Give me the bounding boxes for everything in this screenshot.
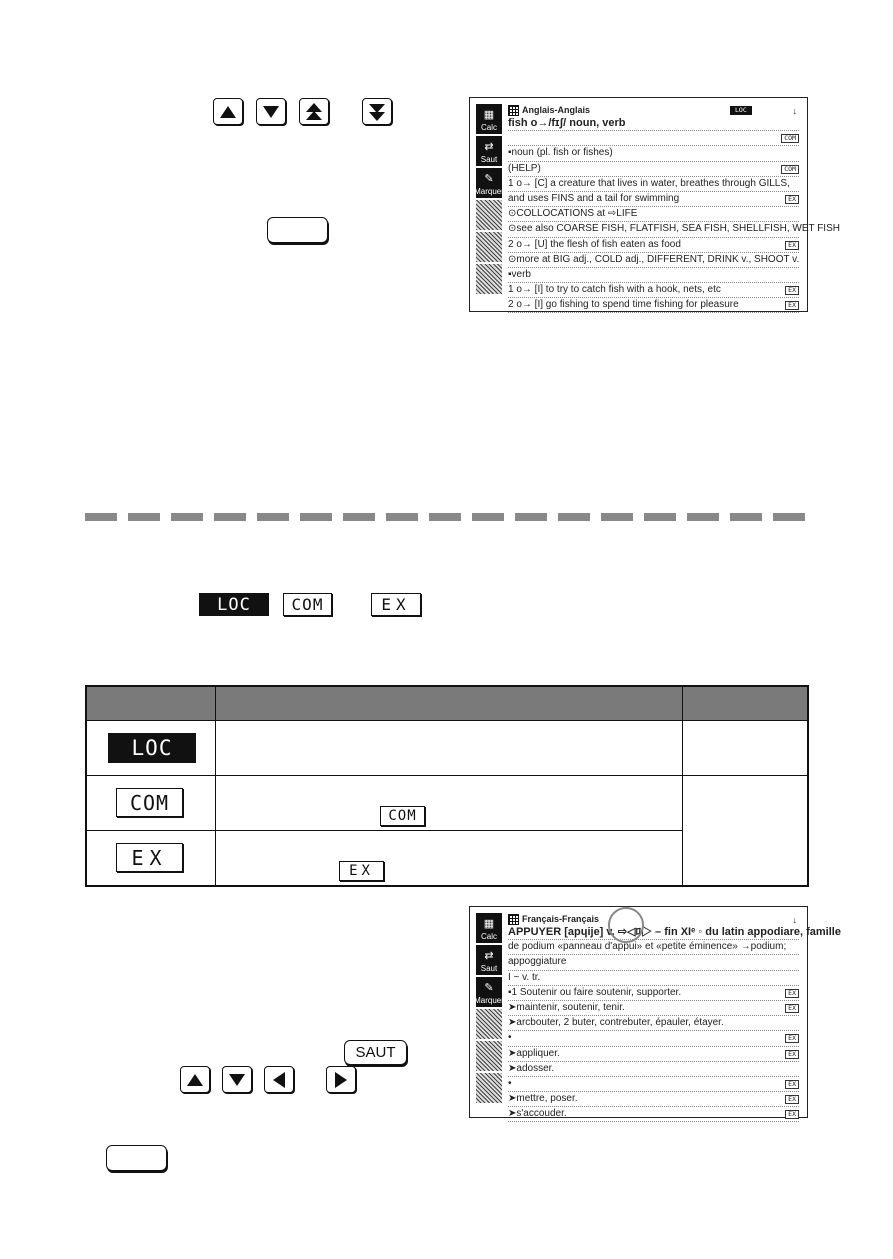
entry-line [508, 268, 799, 283]
scroll-down-icon: ↓ [792, 106, 797, 116]
screen-content [508, 104, 840, 311]
calculator-icon: ▦ [483, 109, 495, 121]
entry-line-text: ▪verb [508, 268, 531, 280]
entry-mark: EX [785, 1110, 799, 1119]
entry-line-text: • [508, 1032, 512, 1044]
entry-line-text: ➤mettre, poser. [508, 1093, 578, 1105]
dictionary-screen-english [469, 97, 840, 312]
entry-line-text: • [508, 1077, 512, 1089]
screen-content [508, 913, 841, 1120]
table-row [86, 776, 808, 831]
entry-line [508, 1077, 799, 1092]
table-cell-mark [86, 776, 216, 831]
right-key [326, 1066, 356, 1093]
table-header-cell [86, 686, 216, 721]
entry-line [508, 192, 799, 207]
double-down-arrow-icon [368, 102, 386, 122]
entry-line [508, 1047, 799, 1062]
screen-title-text: Anglais-Anglais [522, 104, 591, 115]
sidebar-saut-label: Saut [480, 964, 498, 973]
entry-line-text: ➤s'accouder. [508, 1108, 567, 1120]
sidebar-calc [476, 104, 502, 134]
sidebar-calc-label: Calc [480, 932, 497, 941]
sidebar-saut-label: Saut [480, 155, 498, 164]
up-key [213, 98, 243, 125]
entry-mark: EX [785, 989, 799, 998]
entry-mark: EX [785, 1034, 799, 1043]
entry-line-text: 2 o→ [U] the flesh of fish eaten as food [508, 238, 681, 250]
sidebar-blank [476, 1073, 502, 1103]
entry-line [508, 971, 799, 986]
left-key [264, 1066, 294, 1093]
loc-mark: LOC [199, 593, 269, 616]
entry-line [508, 238, 799, 253]
left-arrow-icon [272, 1071, 286, 1089]
down-key [222, 1066, 252, 1093]
jump-icon: ⇄ [484, 141, 494, 153]
table-cell-desc [216, 721, 683, 776]
table-cell-note [683, 776, 809, 886]
com-mark: COM [116, 788, 183, 817]
right-arrow-icon [334, 1071, 348, 1089]
entry-line [508, 146, 799, 161]
entry-mark: COM [781, 165, 799, 174]
sidebar-blank [476, 1009, 502, 1039]
entry-line [508, 1062, 799, 1077]
up-arrow-icon [219, 105, 237, 119]
entry-line [508, 1016, 799, 1031]
grid-icon [508, 914, 519, 925]
entry-line-text: de podium «panneau d'appui» et «petite éminence» →podium; [508, 941, 787, 953]
table-cell-note [683, 721, 809, 776]
entry-line-text: 1 o→ [C] a creature that lives in water, breathes through GILLS, [508, 177, 790, 189]
entry-line [508, 131, 799, 146]
entry-line [508, 1092, 799, 1107]
entry-line-text: ➤adosser. [508, 1062, 555, 1074]
entry-line [508, 955, 799, 970]
entry-line [508, 253, 799, 268]
marker-icon: ✎ [484, 173, 494, 185]
ex-mark: EX [371, 593, 421, 616]
loc-mark: LOC [108, 733, 196, 763]
saut-key: SAUT [344, 1040, 407, 1065]
table-cell-mark [86, 831, 216, 886]
table-cell-desc [216, 831, 683, 886]
double-up-arrow-icon [305, 102, 323, 122]
entry-line-text: ▪noun (pl. fish or fishes) [508, 147, 613, 159]
entry-line [508, 940, 799, 955]
entry-line [508, 162, 799, 177]
entry-line-text: ➤maintenir, soutenir, tenir. [508, 1001, 625, 1013]
table-header-cell [216, 686, 683, 721]
entry-mark: EX [785, 1004, 799, 1013]
entry-line [508, 1031, 799, 1046]
jump-icon: ⇄ [484, 950, 494, 962]
entry-line-text: 2 o→ [I] go fishing to spend time fishing for pleasure [508, 299, 739, 311]
blank-key-bottom [106, 1145, 167, 1171]
dictionary-screen-french [469, 906, 841, 1120]
table-row [86, 721, 808, 776]
down-key [256, 98, 286, 125]
scroll-down-icon: ↓ [792, 915, 797, 925]
entry-line-text: I ~ v. tr. [508, 971, 541, 983]
sidebar-calc-label: Calc [480, 123, 497, 132]
sidebar-marquer-label: Marquer [474, 187, 504, 196]
entry-line [508, 207, 799, 222]
marker-icon: ✎ [484, 982, 494, 994]
loc-badge: LOC [730, 106, 752, 115]
down-arrow-icon [228, 1073, 246, 1087]
sidebar-blank [476, 232, 502, 262]
com-mark-small: COM [380, 806, 425, 826]
entry-mark: EX [785, 195, 799, 204]
table-cell-desc [216, 776, 683, 831]
sidebar-marquer [476, 168, 502, 198]
entry-line-text: APPUYER [apɥije] v. ⇨◁ﾛ▷ – fin XIᵉ ◦ du latin appodiare, famille [508, 926, 841, 938]
entry-lines [508, 925, 841, 1122]
table-cell-mark [86, 721, 216, 776]
entry-mark: EX [785, 301, 799, 310]
entry-line-text: ➤arcbouter, 2 buter, contrebuter, épauler, étayer. [508, 1017, 724, 1029]
entry-line [508, 925, 841, 940]
entry-line-text: 1 o→ [I] to try to catch fish with a hook, nets, etc [508, 284, 721, 296]
up-arrow-icon [186, 1073, 204, 1087]
sidebar-blank [476, 1041, 502, 1071]
calculator-icon: ▦ [483, 918, 495, 930]
com-mark: COM [283, 593, 332, 616]
entry-lines [508, 116, 840, 313]
sidebar-blank [476, 264, 502, 294]
sidebar-calc [476, 913, 502, 943]
sidebar-saut [476, 945, 502, 975]
entry-line [508, 222, 840, 237]
screen-sidebar [476, 104, 506, 305]
screen-sidebar [476, 913, 506, 1111]
up-key [180, 1066, 210, 1093]
entry-line-text: fish o→/fɪʃ/ noun, verb [508, 117, 626, 129]
entry-mark: EX [785, 241, 799, 250]
entry-line-text: ⊙see also COARSE FISH, FLATFISH, SEA FISH, SHELLFISH, WET FISH [508, 223, 840, 235]
grid-icon [508, 105, 519, 116]
entry-line-text: ⊙more at BIG adj., COLD adj., DIFFERENT, DRINK v., SHOOT v. [508, 253, 800, 265]
table-header-row [86, 686, 808, 721]
entry-line-text: and uses FINS and a tail for swimming [508, 192, 680, 204]
sidebar-marquer [476, 977, 502, 1007]
table-header-cell [683, 686, 809, 721]
entry-line [508, 283, 799, 298]
entry-line-text: (HELP) [508, 162, 541, 174]
blank-key-top [267, 217, 328, 243]
entry-line [508, 1107, 799, 1122]
entry-line [508, 116, 799, 131]
sidebar-saut [476, 136, 502, 166]
ex-mark: EX [116, 843, 183, 872]
screen-title [508, 104, 799, 116]
entry-line-text: ▪1 Soutenir ou faire soutenir, supporter. [508, 986, 682, 998]
entry-line-text: ⊙COLLOCATIONS at ⇨LIFE [508, 208, 638, 220]
screen-title-text: Français-Français [522, 913, 600, 924]
entry-line [508, 177, 799, 192]
section-separator [85, 513, 808, 521]
entry-line-text: appoggiature [508, 956, 567, 968]
entry-mark: EX [785, 1095, 799, 1104]
entry-mark: EX [785, 1080, 799, 1089]
sidebar-blank [476, 200, 502, 230]
entry-line-text: ➤appliquer. [508, 1047, 560, 1059]
ex-mark-small: EX [339, 861, 384, 881]
mark-table [85, 685, 809, 887]
screen-title [508, 913, 799, 925]
entry-line [508, 298, 799, 313]
entry-line [508, 986, 799, 1001]
page-down-key [362, 98, 392, 125]
page-up-key [299, 98, 329, 125]
entry-line [508, 1001, 799, 1016]
down-arrow-icon [262, 105, 280, 119]
entry-mark: COM [781, 134, 799, 143]
sidebar-marquer-label: Marquer [474, 996, 504, 1005]
entry-mark: EX [785, 1050, 799, 1059]
entry-mark: EX [785, 286, 799, 295]
highlight-circle [606, 905, 646, 945]
